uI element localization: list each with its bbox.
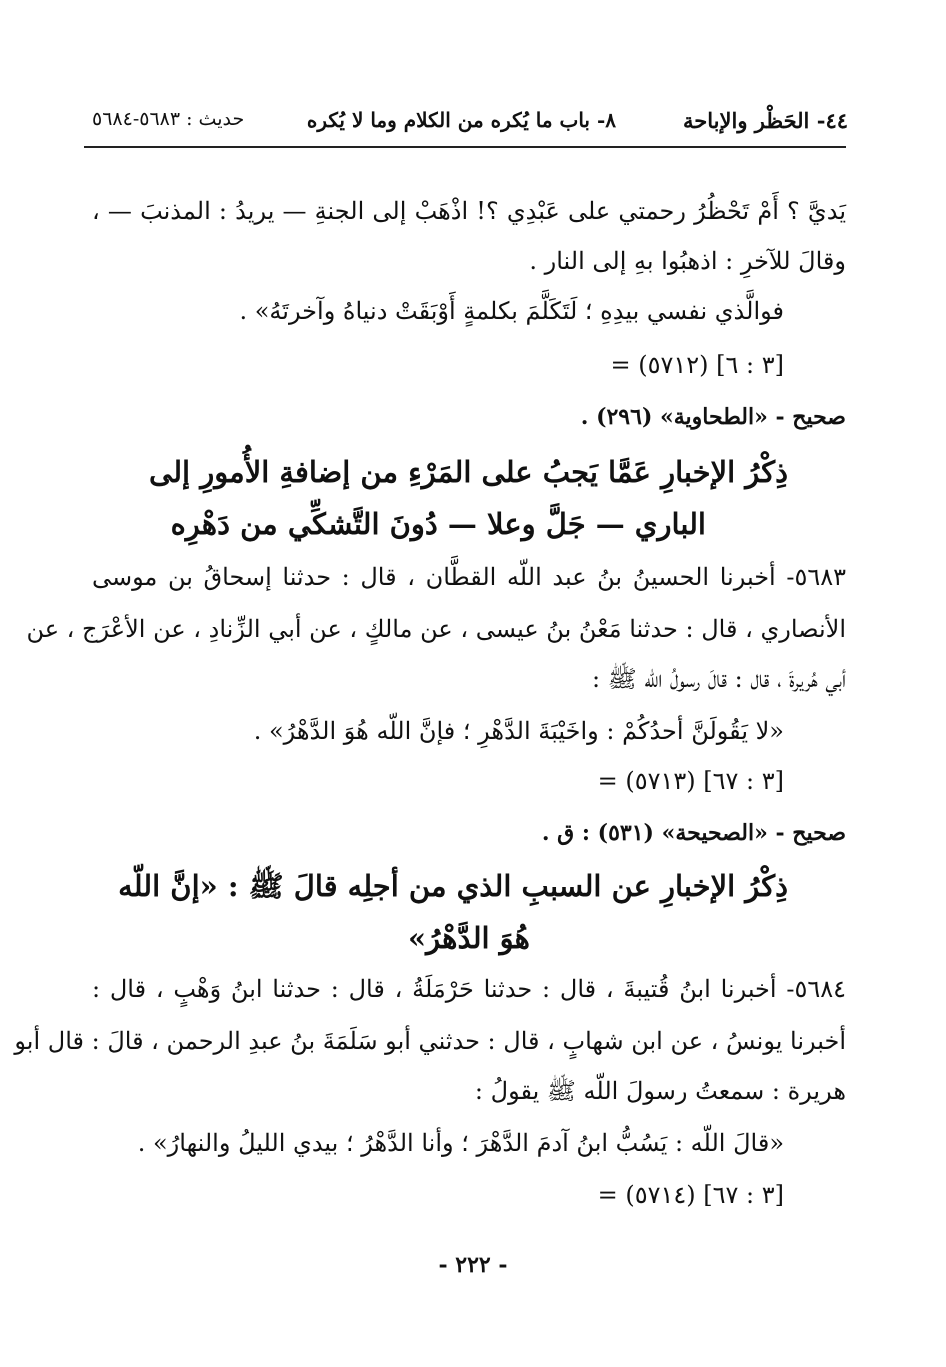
header-hadith-range: حديث : ٥٦٨٣-٥٦٨٤ — [92, 108, 245, 130]
hadith-text-line: ٥٦٨٤- أخبرنا ابنُ قُتيبةَ ، قال : حدثنا حَرْمَلَةُ ، قال : حدثنا ابنُ وَهْبٍ ، قال : — [92, 975, 847, 1003]
cross-reference: = (٥٧١٣) [٣ : ٦٧] — [597, 767, 784, 795]
text-line: فوالَّذي نفسي بيدِهِ ؛ لَتَكَلَّمَ بكلمةٍ أَوْبَقَتْ دنياهُ وآخرتَهُ» . — [239, 297, 784, 325]
header-book-title: ٤٤- الحَظْر والإباحة — [683, 108, 848, 133]
hadith-quote: «قالَ اللّه : يَسُبُّ ابنُ آدمَ الدَّهْرَ ؛ وأنا الدَّهْرُ ؛ بيدي الليلُ والنهارُ» . — [137, 1129, 784, 1157]
section-title: ذِكْرُ الإخبارِ عن السببِ الذي من أجلِه قالَ ﷺ : «إنَّ اللّه — [118, 869, 788, 903]
page-number: - ٢٢٢ - — [438, 1252, 508, 1278]
cross-reference: = (٥٧١٤) [٣ : ٦٧] — [597, 1181, 784, 1209]
grading-note — [92, 818, 846, 849]
hadith-text-line: ٥٦٨٣- أخبرنا الحسينُ بنُ عبد اللّه القطَّان ، قال : حدثنا إسحاقُ بن موسى — [92, 563, 846, 591]
hadith-text-line: الأنصاري ، قال : حدثنا مَعْنُ بنُ عيسى ، عن مالكٍ ، عن أبي الزِّنادِ ، عن الأعْرَج ، عن — [26, 615, 846, 643]
cross-reference: = (٥٧١٢) [٣ : ٦] — [610, 351, 784, 379]
grading-note — [92, 402, 846, 433]
hadith-text-line: أبي هُريرةَ ، قال : قالَ رسولُ اللّه ﷺ : — [591, 665, 846, 693]
text-line: يَديَّ ؟ أَمْ تَحْظُرُ رحمتي على عَبْدِي ؟! اذْهَبْ إلى الجنةِ — يريدُ : المذنبَ — ، — [92, 197, 846, 225]
running-header — [84, 102, 848, 138]
section-title: ذِكْرُ الإخبارِ عَمَّا يَجبُ على المَرْءِ من إضافةِ الأُمورِ إلى — [149, 455, 788, 489]
hadith-text-line: هريرة : سمعتُ رسولَ اللّه ﷺ يقولُ : — [474, 1077, 846, 1105]
grading-text: صحيح - «الصحيحة» (٥٣١) : ق . — [541, 820, 846, 846]
grading-text: صحيح - «الطحاوية» (٢٩٦) . — [580, 404, 846, 430]
section-title: الباري — جَلَّ وعلا — دُونَ التَّشكِّي من دَهْرِه — [170, 507, 706, 541]
text-line: وقالَ للآخرِ : اذهبُوا بهِ إلى النار . — [529, 247, 846, 275]
section-title: هُوَ الدَّهْرُ» — [408, 921, 530, 955]
hadith-quote: «لا يَقُولَنَّ أحدُكُمْ : واخَيْبَةَ الدَّهْرِ ؛ فإنَّ اللّه هُوَ الدَّهْرُ» . — [253, 717, 784, 745]
header-chapter-title: ٨- باب ما يُكره من الكلام وما لا يُكره — [306, 108, 616, 132]
header-divider — [84, 146, 846, 148]
hadith-text-line: أخبرنا يونسُ ، عن ابن شهابٍ ، قال : حدثني أبو سَلَمَةَ بنُ عبدِ الرحمن ، قالَ : قال أبو — [14, 1027, 846, 1055]
